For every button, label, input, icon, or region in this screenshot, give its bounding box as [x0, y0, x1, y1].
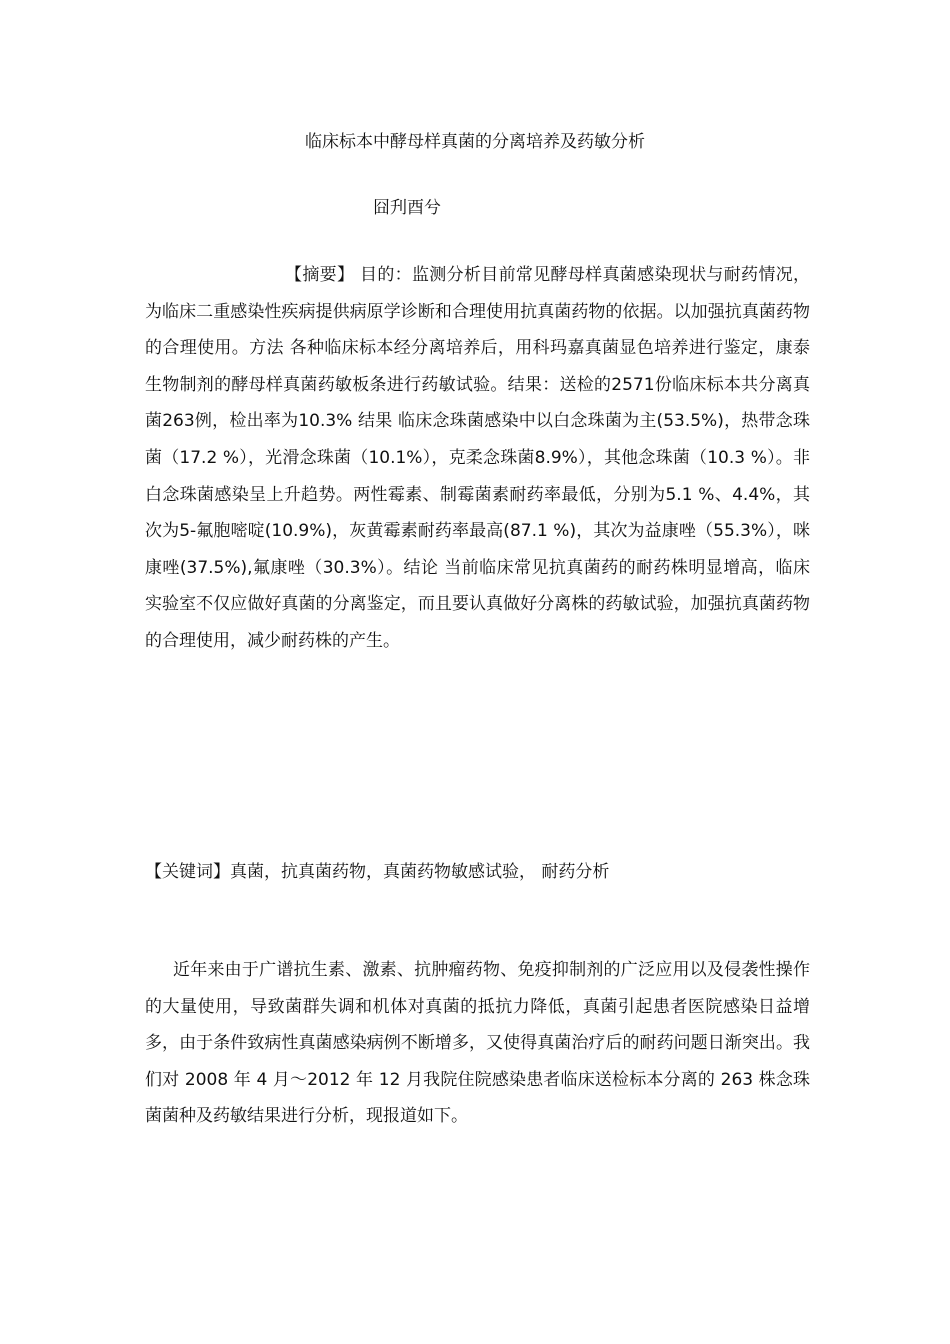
- page-title: 临床标本中酵母样真菌的分离培养及药敏分析: [305, 132, 645, 152]
- keywords-paragraph: [145, 854, 810, 891]
- author-name: 囧刋酉兮: [373, 198, 441, 218]
- keywords-label: 【关键词】: [145, 862, 230, 882]
- abstract-label: 【摘要】: [285, 265, 355, 285]
- intro-paragraph: 近年来由于广谱抗生素、激素、抗肿瘤药物、免疫抑制剂的广泛应用以及侵袭性操作的大量使用，导致菌群失调和机体对真菌的抵抗力降低，真菌引起患者医院感染日益增多，由于条件致病性真菌感染病例不断增多，又使得真菌治疗后的耐药问题日渐突出。我们对 2008 年 4 月～2012 年 12 月我院住院感染患者临床送检标本分离的 263 株念珠菌菌种及药敏结果进行分析，现报道如下。: [145, 960, 810, 1127]
- keywords-text: 真菌，抗真菌药物，真菌药物敏感试验， 耐药分析: [230, 862, 610, 882]
- abstract-paragraph: [145, 257, 810, 660]
- abstract-text: 目的：监测分析目前常见酵母样真菌感染现状与耐药情况，为临床二重感染性疾病提供病原学诊断和合理使用抗真菌药物的依据。以加强抗真菌药物的合理使用。方法 各种临床标本经分离培养后，用科玛嘉真菌显色培养进行鉴定，康泰生物制剂的酵母样真菌药敏板条进行药敏试验。结果：送检的2571份临床标本共分离真菌263例，检出率为10.3% 结果 临床念珠菌感染中以白念珠菌为主(53.5%)，热带念珠菌（17.2 %），光滑念珠菌（10.1%），克柔念珠菌8.9%），其他念珠菌（10.3 %）。非白念珠菌感染呈上升趋势。两性霉素、制霉菌素耐药率最低，分别为5.1 %、4.4%，其次为5-氟胞嘧啶(10.9%)，灰黄霉素耐药率最高(87.1 %)，其次为益康唑（55.3%），咪康唑(37.5%),氟康唑（30.3%）。结论 当前临床常见抗真菌药的耐药株明显增高，临床实验室不仅应做好真菌的分离鉴定，而且要认真做好分离株的药敏试验，加强抗真菌药物的合理使用，减少耐药株的产生。: [145, 265, 811, 651]
